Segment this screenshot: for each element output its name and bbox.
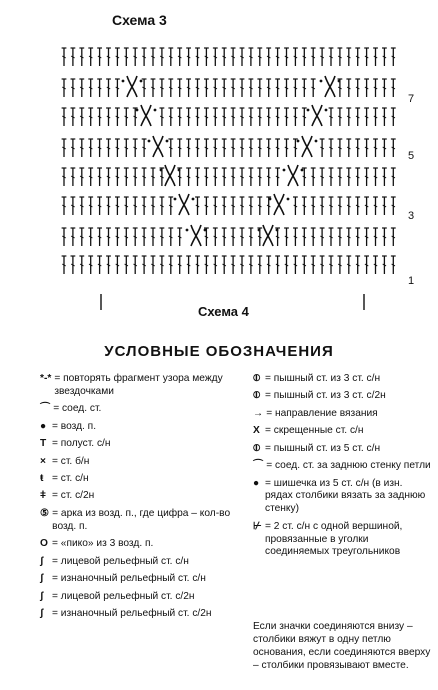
chain-dot-icon: [315, 140, 318, 143]
legend-text: = ст. б/н: [52, 455, 90, 467]
legend-symbol-icon: ʃ: [40, 573, 44, 585]
legend-symbol-icon: ●: [40, 420, 47, 432]
legend-symbol-icon: ⦶: [253, 373, 261, 384]
legend-symbol-icon: ⌒: [253, 460, 264, 472]
legend-text: = повторять фрагмент узора между звездочками: [54, 373, 223, 397]
chain-dot-icon: [122, 80, 125, 83]
chain-dot-icon: [154, 109, 157, 112]
chain-dot-icon: [166, 140, 169, 143]
legend-symbol-icon: ×: [40, 455, 46, 467]
legend-item: [40, 608, 245, 621]
legend-symbol-icon: ǂ: [40, 490, 46, 502]
legend-item: [253, 521, 433, 560]
legend-item: [40, 508, 245, 534]
row-number-5: 5: [408, 150, 415, 162]
chain-dot-icon: [258, 229, 261, 232]
legend-left-column: [40, 373, 245, 625]
legend-text: = шишечка из 5 ст. с/н (в изн. рядах столбики вязать за заднюю стенку): [265, 477, 426, 515]
legend-symbol-icon: O: [40, 538, 48, 550]
schema-3-title: Схема 3: [112, 12, 167, 28]
legend-symbol-icon: ⦶: [253, 442, 261, 454]
chain-dot-icon: [269, 198, 272, 201]
legend-symbol-icon: ⦶: [253, 390, 261, 402]
legend-text: = возд. п.: [52, 420, 97, 432]
legend-item: [253, 425, 433, 438]
legend-text: = полуст. с/н: [52, 438, 111, 450]
legend-text: = пышный ст. из 5 ст. с/н: [265, 442, 381, 454]
legend-symbol-icon: X: [253, 425, 260, 437]
legend-item: [40, 403, 245, 416]
chain-dot-icon: [297, 140, 300, 143]
chain-dot-icon: [174, 198, 177, 201]
legend-text: = изнаночный рельефный ст. с/2н: [52, 607, 212, 619]
legend-item: [40, 438, 245, 451]
legend-text: = лицевой рельефный ст. с/2н: [52, 590, 195, 602]
chain-dot-icon: [192, 198, 195, 201]
legend-item: [40, 456, 245, 469]
legend-item: [253, 478, 433, 517]
legend-symbol-icon: ŧ: [40, 473, 44, 485]
chain-dot-icon: [178, 169, 181, 172]
legend-item: [40, 591, 245, 604]
legend-symbol-icon: →: [253, 407, 264, 419]
legend-text: = изнаночный рельефный ст. с/н: [52, 573, 206, 585]
legend-item: [40, 490, 245, 503]
schema-4-title: Схема 4: [198, 304, 249, 319]
legend-text: = соед. ст. за заднюю стенку петли: [266, 460, 431, 472]
row-number-3: 3: [408, 210, 415, 222]
chain-dot-icon: [320, 80, 323, 83]
chain-dot-icon: [325, 109, 328, 112]
legend-symbol-icon: ⌒: [40, 403, 51, 415]
row-number-7: 7: [408, 93, 415, 105]
legend-symbol-icon: ʃ: [40, 590, 44, 602]
chain-dot-icon: [283, 169, 286, 172]
chain-dot-icon: [338, 80, 341, 83]
chain-dot-icon: [276, 229, 279, 232]
chain-dot-icon: [204, 229, 207, 232]
legend-text: = лицевой рельефный ст. с/н: [52, 555, 189, 567]
legend-title: УСЛОВНЫЕ ОБОЗНАЧЕНИЯ: [104, 343, 334, 360]
legend-right-column: [253, 373, 433, 564]
joining-note: Если значки соединяются внизу – столбики вяжут в одну петлю основания, если соединяются вверху – столбики провязывают вместе.: [253, 621, 431, 672]
chain-dot-icon: [307, 109, 310, 112]
chain-dot-icon: [301, 169, 304, 172]
legend-symbol-icon: ʃ: [40, 555, 44, 567]
legend-item: [253, 460, 433, 473]
legend-item: [253, 408, 433, 421]
legend-text: = «пико» из 3 возд. п.: [52, 538, 154, 550]
legend-item: [40, 573, 245, 586]
chain-dot-icon: [287, 198, 290, 201]
legend-text: = арка из возд. п., где цифра – кол-во возд. п.: [52, 507, 231, 532]
legend-symbol-icon: T: [40, 438, 47, 450]
legend-item: [253, 390, 433, 403]
legend-item: [40, 556, 245, 569]
legend-item: [253, 373, 433, 386]
legend-text: = 2 ст. с/н с одной вершиной, провязанные в уголки соединяемых треугольников: [265, 520, 403, 558]
legend-symbol-icon: *-*: [40, 373, 52, 384]
row-number-1: 1: [408, 275, 415, 287]
legend-text: = ст. с/н: [52, 473, 89, 485]
chain-dot-icon: [136, 109, 139, 112]
legend-text: = скрещенные ст. с/н: [265, 425, 364, 437]
legend-text: = соед. ст.: [53, 403, 102, 415]
chain-dot-icon: [148, 140, 151, 143]
legend-text: = ст. с/2н: [52, 490, 95, 502]
legend-text: = направление вязания: [266, 407, 378, 419]
legend-item: [40, 473, 245, 486]
legend-text: = пышный ст. из 3 ст. с/н: [265, 373, 381, 384]
legend-item: [40, 538, 245, 551]
chain-dot-icon: [140, 80, 143, 83]
legend-symbol-icon: ●: [253, 477, 260, 489]
legend-text: = пышный ст. из 3 ст. с/2н: [265, 390, 386, 402]
legend-item: [40, 421, 245, 434]
legend-item: [253, 443, 433, 456]
legend-item: [40, 373, 245, 399]
chain-dot-icon: [160, 169, 163, 172]
legend-symbol-icon: ⊬: [253, 520, 262, 532]
chain-dot-icon: [186, 229, 189, 232]
legend-symbol-icon: ⑤: [40, 507, 50, 519]
legend-symbol-icon: ʃ: [40, 607, 44, 619]
